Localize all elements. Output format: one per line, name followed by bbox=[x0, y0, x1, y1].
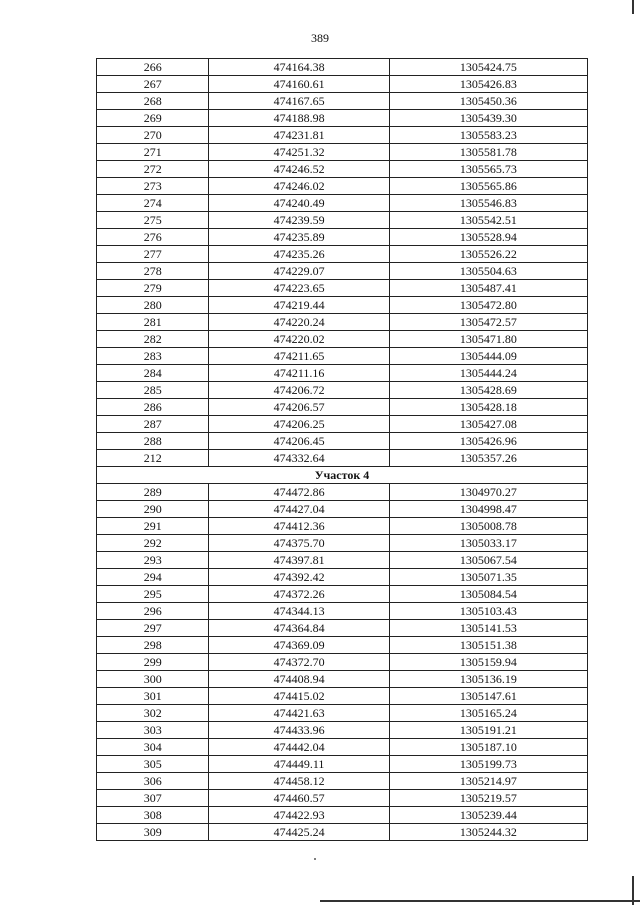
y-coordinate-cell: 1305357.26 bbox=[389, 450, 587, 467]
y-coordinate-cell: 1305471.80 bbox=[389, 331, 587, 348]
point-number-cell: 274 bbox=[97, 195, 209, 212]
table-row bbox=[97, 331, 588, 348]
point-number-cell: 302 bbox=[97, 705, 209, 722]
point-number-cell: 298 bbox=[97, 637, 209, 654]
y-coordinate-cell: 1305528.94 bbox=[389, 229, 587, 246]
table-row bbox=[97, 756, 588, 773]
table-row bbox=[97, 790, 588, 807]
table-row bbox=[97, 552, 588, 569]
point-number-cell: 283 bbox=[97, 348, 209, 365]
table-row bbox=[97, 433, 588, 450]
section-row bbox=[97, 467, 588, 484]
table-row bbox=[97, 518, 588, 535]
table-row bbox=[97, 263, 588, 280]
x-coordinate-cell: 474246.02 bbox=[209, 178, 389, 195]
table-row bbox=[97, 705, 588, 722]
y-coordinate-cell: 1305103.43 bbox=[389, 603, 587, 620]
point-number-cell: 285 bbox=[97, 382, 209, 399]
point-number-cell: 304 bbox=[97, 739, 209, 756]
x-coordinate-cell: 474211.16 bbox=[209, 365, 389, 382]
table-row bbox=[97, 59, 588, 76]
point-number-cell: 293 bbox=[97, 552, 209, 569]
table-row bbox=[97, 824, 588, 841]
table-row bbox=[97, 212, 588, 229]
point-number-cell: 282 bbox=[97, 331, 209, 348]
y-coordinate-cell: 1305147.61 bbox=[389, 688, 587, 705]
x-coordinate-cell: 474235.89 bbox=[209, 229, 389, 246]
point-number-cell: 295 bbox=[97, 586, 209, 603]
table-row bbox=[97, 450, 588, 467]
y-coordinate-cell: 1305581.78 bbox=[389, 144, 587, 161]
table-row bbox=[97, 144, 588, 161]
x-coordinate-cell: 474332.64 bbox=[209, 450, 389, 467]
x-coordinate-cell: 474369.09 bbox=[209, 637, 389, 654]
table-row bbox=[97, 195, 588, 212]
y-coordinate-cell: 1305472.57 bbox=[389, 314, 587, 331]
x-coordinate-cell: 474231.81 bbox=[209, 127, 389, 144]
x-coordinate-cell: 474167.65 bbox=[209, 93, 389, 110]
table-row bbox=[97, 620, 588, 637]
point-number-cell: 269 bbox=[97, 110, 209, 127]
table-row bbox=[97, 586, 588, 603]
x-coordinate-cell: 474397.81 bbox=[209, 552, 389, 569]
y-coordinate-cell: 1305008.78 bbox=[389, 518, 587, 535]
y-coordinate-cell: 1305084.54 bbox=[389, 586, 587, 603]
table-row bbox=[97, 161, 588, 178]
point-number-cell: 276 bbox=[97, 229, 209, 246]
y-coordinate-cell: 1305565.86 bbox=[389, 178, 587, 195]
table-row bbox=[97, 93, 588, 110]
point-number-cell: 306 bbox=[97, 773, 209, 790]
x-coordinate-cell: 474220.02 bbox=[209, 331, 389, 348]
point-number-cell: 281 bbox=[97, 314, 209, 331]
table-row bbox=[97, 399, 588, 416]
point-number-cell: 291 bbox=[97, 518, 209, 535]
y-coordinate-cell: 1305033.17 bbox=[389, 535, 587, 552]
table-row bbox=[97, 297, 588, 314]
table-row bbox=[97, 773, 588, 790]
x-coordinate-cell: 474164.38 bbox=[209, 59, 389, 76]
x-coordinate-cell: 474427.04 bbox=[209, 501, 389, 518]
point-number-cell: 288 bbox=[97, 433, 209, 450]
y-coordinate-cell: 1305428.18 bbox=[389, 399, 587, 416]
y-coordinate-cell: 1305141.53 bbox=[389, 620, 587, 637]
table-row bbox=[97, 739, 588, 756]
x-coordinate-cell: 474364.84 bbox=[209, 620, 389, 637]
x-coordinate-cell: 474160.61 bbox=[209, 76, 389, 93]
y-coordinate-cell: 1305199.73 bbox=[389, 756, 587, 773]
y-coordinate-cell: 1305165.24 bbox=[389, 705, 587, 722]
point-number-cell: 266 bbox=[97, 59, 209, 76]
x-coordinate-cell: 474206.72 bbox=[209, 382, 389, 399]
y-coordinate-cell: 1305426.96 bbox=[389, 433, 587, 450]
x-coordinate-cell: 474206.45 bbox=[209, 433, 389, 450]
y-coordinate-cell: 1305136.19 bbox=[389, 671, 587, 688]
y-coordinate-cell: 1305219.57 bbox=[389, 790, 587, 807]
x-coordinate-cell: 474246.52 bbox=[209, 161, 389, 178]
x-coordinate-cell: 474422.93 bbox=[209, 807, 389, 824]
coordinates-table bbox=[96, 58, 588, 841]
x-coordinate-cell: 474344.13 bbox=[209, 603, 389, 620]
x-coordinate-cell: 474240.49 bbox=[209, 195, 389, 212]
y-coordinate-cell: 1305424.75 bbox=[389, 59, 587, 76]
point-number-cell: 309 bbox=[97, 824, 209, 841]
table-row bbox=[97, 603, 588, 620]
y-coordinate-cell: 1304998.47 bbox=[389, 501, 587, 518]
table-row bbox=[97, 229, 588, 246]
point-number-cell: 280 bbox=[97, 297, 209, 314]
y-coordinate-cell: 1305565.73 bbox=[389, 161, 587, 178]
point-number-cell: 272 bbox=[97, 161, 209, 178]
point-number-cell: 286 bbox=[97, 399, 209, 416]
coordinates-table-body bbox=[97, 59, 588, 841]
x-coordinate-cell: 474375.70 bbox=[209, 535, 389, 552]
table-row bbox=[97, 110, 588, 127]
table-row bbox=[97, 637, 588, 654]
y-coordinate-cell: 1304970.27 bbox=[389, 484, 587, 501]
x-coordinate-cell: 474458.12 bbox=[209, 773, 389, 790]
table-row bbox=[97, 535, 588, 552]
point-number-cell: 299 bbox=[97, 654, 209, 671]
point-number-cell: 292 bbox=[97, 535, 209, 552]
x-coordinate-cell: 474392.42 bbox=[209, 569, 389, 586]
point-number-cell: 305 bbox=[97, 756, 209, 773]
point-number-cell: 296 bbox=[97, 603, 209, 620]
table-row bbox=[97, 484, 588, 501]
x-coordinate-cell: 474235.26 bbox=[209, 246, 389, 263]
table-row bbox=[97, 246, 588, 263]
table-row bbox=[97, 127, 588, 144]
x-coordinate-cell: 474372.26 bbox=[209, 586, 389, 603]
x-coordinate-cell: 474206.25 bbox=[209, 416, 389, 433]
x-coordinate-cell: 474206.57 bbox=[209, 399, 389, 416]
x-coordinate-cell: 474188.98 bbox=[209, 110, 389, 127]
y-coordinate-cell: 1305487.41 bbox=[389, 280, 587, 297]
y-coordinate-cell: 1305067.54 bbox=[389, 552, 587, 569]
x-coordinate-cell: 474220.24 bbox=[209, 314, 389, 331]
y-coordinate-cell: 1305426.83 bbox=[389, 76, 587, 93]
y-coordinate-cell: 1305151.38 bbox=[389, 637, 587, 654]
table-row bbox=[97, 314, 588, 331]
y-coordinate-cell: 1305427.08 bbox=[389, 416, 587, 433]
point-number-cell: 279 bbox=[97, 280, 209, 297]
point-number-cell: 297 bbox=[97, 620, 209, 637]
y-coordinate-cell: 1305526.22 bbox=[389, 246, 587, 263]
x-coordinate-cell: 474251.32 bbox=[209, 144, 389, 161]
table-row bbox=[97, 416, 588, 433]
y-coordinate-cell: 1305472.80 bbox=[389, 297, 587, 314]
point-number-cell: 268 bbox=[97, 93, 209, 110]
section-title: Участок 4 bbox=[97, 467, 588, 484]
point-number-cell: 277 bbox=[97, 246, 209, 263]
y-coordinate-cell: 1305071.35 bbox=[389, 569, 587, 586]
y-coordinate-cell: 1305546.83 bbox=[389, 195, 587, 212]
x-coordinate-cell: 474412.36 bbox=[209, 518, 389, 535]
x-coordinate-cell: 474433.96 bbox=[209, 722, 389, 739]
table-row bbox=[97, 807, 588, 824]
point-number-cell: 267 bbox=[97, 76, 209, 93]
table-row bbox=[97, 280, 588, 297]
y-coordinate-cell: 1305542.51 bbox=[389, 212, 587, 229]
point-number-cell: 289 bbox=[97, 484, 209, 501]
point-number-cell: 290 bbox=[97, 501, 209, 518]
x-coordinate-cell: 474421.63 bbox=[209, 705, 389, 722]
x-coordinate-cell: 474472.86 bbox=[209, 484, 389, 501]
point-number-cell: 284 bbox=[97, 365, 209, 382]
page-number: 389 bbox=[311, 31, 329, 45]
x-coordinate-cell: 474223.65 bbox=[209, 280, 389, 297]
point-number-cell: 270 bbox=[97, 127, 209, 144]
x-coordinate-cell: 474229.07 bbox=[209, 263, 389, 280]
table-row bbox=[97, 178, 588, 195]
x-coordinate-cell: 474372.70 bbox=[209, 654, 389, 671]
y-coordinate-cell: 1305444.09 bbox=[389, 348, 587, 365]
x-coordinate-cell: 474460.57 bbox=[209, 790, 389, 807]
table-row bbox=[97, 671, 588, 688]
table-row bbox=[97, 569, 588, 586]
table-row bbox=[97, 76, 588, 93]
x-coordinate-cell: 474415.02 bbox=[209, 688, 389, 705]
y-coordinate-cell: 1305159.94 bbox=[389, 654, 587, 671]
y-coordinate-cell: 1305504.63 bbox=[389, 263, 587, 280]
y-coordinate-cell: 1305428.69 bbox=[389, 382, 587, 399]
scan-edge-mark bbox=[632, 0, 634, 14]
y-coordinate-cell: 1305239.44 bbox=[389, 807, 587, 824]
x-coordinate-cell: 474219.44 bbox=[209, 297, 389, 314]
y-coordinate-cell: 1305214.97 bbox=[389, 773, 587, 790]
table-row bbox=[97, 688, 588, 705]
point-number-cell: 294 bbox=[97, 569, 209, 586]
x-coordinate-cell: 474408.94 bbox=[209, 671, 389, 688]
point-number-cell: 301 bbox=[97, 688, 209, 705]
y-coordinate-cell: 1305450.36 bbox=[389, 93, 587, 110]
y-coordinate-cell: 1305439.30 bbox=[389, 110, 587, 127]
y-coordinate-cell: 1305244.32 bbox=[389, 824, 587, 841]
x-coordinate-cell: 474211.65 bbox=[209, 348, 389, 365]
point-number-cell: 271 bbox=[97, 144, 209, 161]
table-row bbox=[97, 348, 588, 365]
scan-speck bbox=[314, 858, 316, 860]
point-number-cell: 275 bbox=[97, 212, 209, 229]
scan-edge-mark bbox=[320, 900, 640, 902]
y-coordinate-cell: 1305187.10 bbox=[389, 739, 587, 756]
y-coordinate-cell: 1305583.23 bbox=[389, 127, 587, 144]
point-number-cell: 307 bbox=[97, 790, 209, 807]
x-coordinate-cell: 474239.59 bbox=[209, 212, 389, 229]
point-number-cell: 212 bbox=[97, 450, 209, 467]
point-number-cell: 308 bbox=[97, 807, 209, 824]
table-row bbox=[97, 654, 588, 671]
table-row bbox=[97, 501, 588, 518]
x-coordinate-cell: 474449.11 bbox=[209, 756, 389, 773]
table-row bbox=[97, 722, 588, 739]
point-number-cell: 300 bbox=[97, 671, 209, 688]
point-number-cell: 278 bbox=[97, 263, 209, 280]
point-number-cell: 303 bbox=[97, 722, 209, 739]
point-number-cell: 287 bbox=[97, 416, 209, 433]
table-row bbox=[97, 365, 588, 382]
table-row bbox=[97, 382, 588, 399]
y-coordinate-cell: 1305444.24 bbox=[389, 365, 587, 382]
point-number-cell: 273 bbox=[97, 178, 209, 195]
x-coordinate-cell: 474442.04 bbox=[209, 739, 389, 756]
y-coordinate-cell: 1305191.21 bbox=[389, 722, 587, 739]
x-coordinate-cell: 474425.24 bbox=[209, 824, 389, 841]
